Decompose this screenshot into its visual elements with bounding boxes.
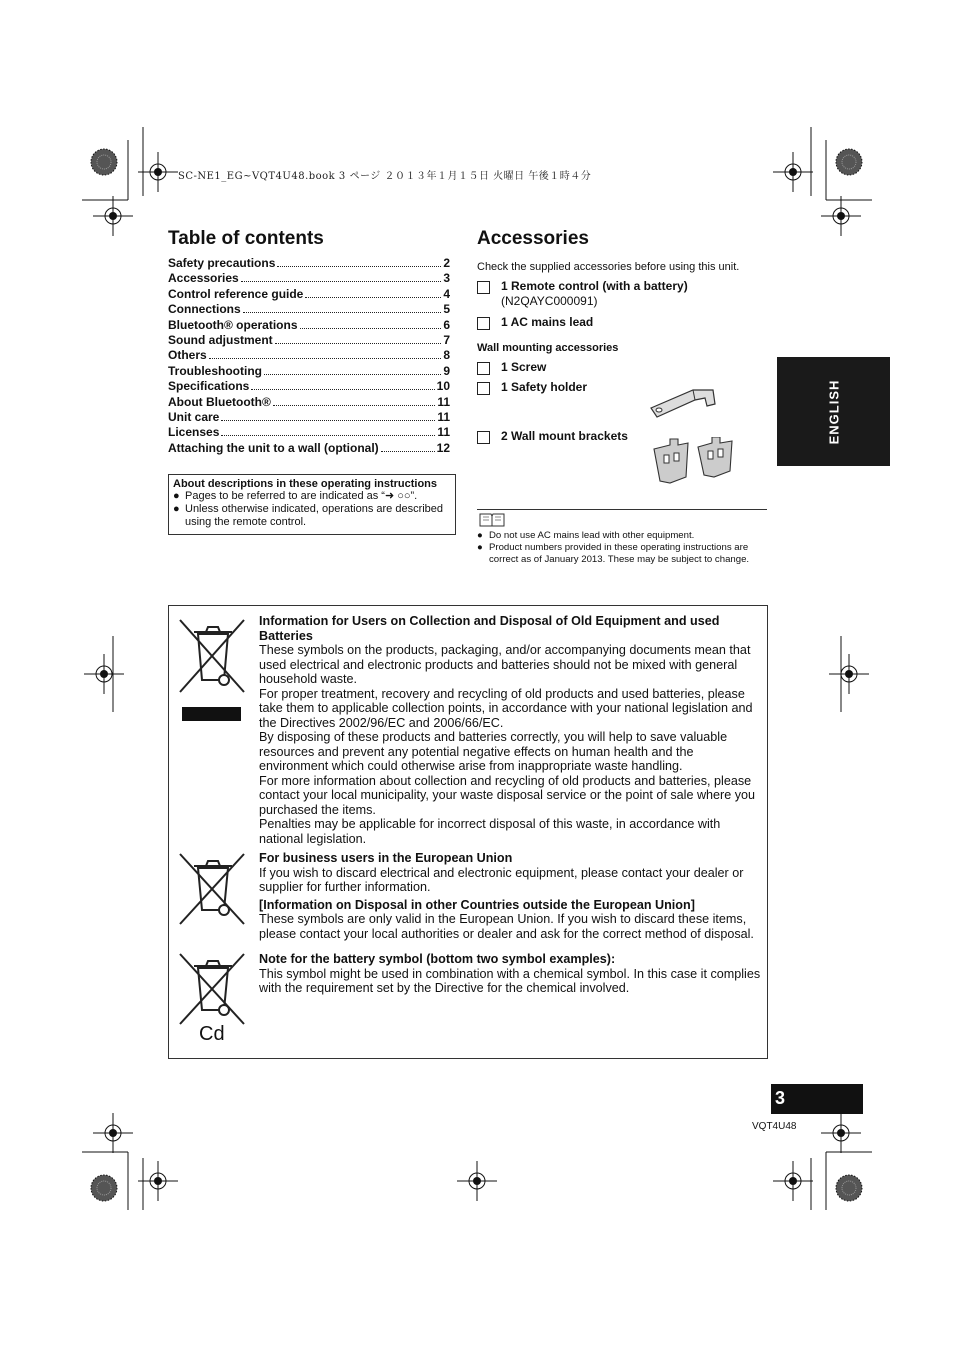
note-item: ● Unless otherwise indicated, operations are described using the remote control. bbox=[173, 503, 444, 528]
toc-title: Table of contents bbox=[168, 228, 324, 249]
crossed-bin-icon bbox=[178, 952, 246, 1026]
disposal-paragraph: For more information about collection and recycling of old products and batteries, please contact your local municipality, your waste disposal service or the point of sale where you purchased the items. bbox=[259, 773, 756, 817]
toc-entry[interactable]: Licenses 11 bbox=[168, 425, 450, 440]
note-item: ● Pages to be referred to are indicated as “➜ ○○”. bbox=[173, 490, 418, 502]
toc-entry[interactable]: Connections 5 bbox=[168, 302, 450, 317]
toc-entry[interactable]: Bluetooth® operations 6 bbox=[168, 317, 450, 332]
note-book-icon bbox=[479, 513, 505, 527]
remote-part-number: (N2QAYC000091) bbox=[501, 294, 598, 308]
checkbox-icon[interactable] bbox=[477, 281, 490, 294]
outside-eu-heading: [Information on Disposal in other Countries outside the European Union] bbox=[259, 897, 695, 912]
wall-bracket-icon bbox=[650, 437, 740, 487]
accessory-ac-lead: 1 AC mains lead bbox=[477, 315, 593, 330]
toc-entry[interactable]: Accessories 3 bbox=[168, 271, 450, 286]
note-item: ● Product numbers provided in these operating instructions are correct as of January 2013. These may be subject to change. bbox=[477, 542, 750, 565]
descriptions-note-box bbox=[168, 474, 456, 535]
toc-entry[interactable]: Specifications 10 bbox=[168, 379, 450, 394]
accessories-title: Accessories bbox=[477, 228, 589, 249]
battery-paragraph: This symbol might be used in combination with a chemical symbol. In this case it complies with the requirement set by the Directive for the chemical involved. bbox=[259, 966, 761, 995]
toc-entry[interactable]: Others 8 bbox=[168, 348, 450, 363]
toc-list bbox=[168, 256, 450, 456]
note-item: ● Do not use AC mains lead with other equipment. bbox=[477, 530, 695, 541]
business-paragraph: If you wish to discard electrical and electronic equipment, please contact your dealer or supplier for further information. bbox=[259, 865, 744, 894]
disposal-paragraph: These symbols on the products, packaging, and/or accompanying documents mean that used electrical and electronic products and batteries should not be mixed with general household waste. bbox=[259, 643, 751, 686]
note-title: About descriptions in these operating instructions bbox=[173, 478, 438, 490]
accessories-intro: Check the supplied accessories before using this unit. bbox=[477, 261, 740, 273]
accessories-notes bbox=[477, 530, 769, 566]
business-users-text bbox=[259, 851, 761, 941]
page-number-tab: 3 bbox=[771, 1084, 863, 1114]
crossed-bin-icon bbox=[178, 618, 246, 696]
disposal-heading: Information for Users on Collection and Disposal of Old Equipment and used Batteries bbox=[259, 614, 720, 643]
business-heading: For business users in the European Union bbox=[259, 851, 513, 865]
accessory-remote-control: 1 Remote control (with a battery) (N2QAYC000091) bbox=[477, 279, 688, 309]
chemical-symbol: Cd bbox=[199, 1023, 225, 1045]
outside-eu-paragraph: These symbols are only valid in the European Union. If you wish to discard these items, please contact your local authorities or dealer and ask for the correct method of disposal. bbox=[259, 912, 754, 941]
printer-header: SC-NE1_EG~VQT4U48.book 3 ページ ２０１３年１月１５日 火曜日 午後１時４分 bbox=[178, 171, 592, 182]
accessory-safety-holder: 1 Safety holder bbox=[477, 380, 587, 395]
toc-entry[interactable]: Unit care 11 bbox=[168, 409, 450, 424]
checkbox-icon[interactable] bbox=[477, 382, 490, 395]
disposal-info-text bbox=[259, 614, 761, 846]
accessories-divider bbox=[477, 509, 767, 510]
battery-symbol-text bbox=[259, 952, 761, 996]
toc-entry[interactable]: Safety precautions 2 bbox=[168, 256, 450, 270]
accessory-wall-brackets: 2 Wall mount brackets bbox=[477, 429, 628, 444]
checkbox-icon[interactable] bbox=[477, 362, 490, 375]
toc-entry[interactable]: Attaching the unit to a wall (optional) 12 bbox=[168, 440, 450, 455]
wall-mount-heading: Wall mounting accessories bbox=[477, 342, 619, 354]
battery-heading: Note for the battery symbol (bottom two symbol examples): bbox=[259, 952, 616, 966]
disposal-paragraph: Penalties may be applicable for incorrect disposal of this waste, in accordance with national legislation. bbox=[259, 817, 721, 846]
safety-holder-icon bbox=[647, 384, 719, 420]
language-tab: ENGLISH bbox=[777, 357, 890, 466]
toc-entry[interactable]: Sound adjustment 7 bbox=[168, 332, 450, 347]
crossed-bin-icon bbox=[178, 852, 246, 926]
checkbox-icon[interactable] bbox=[477, 431, 490, 444]
accessory-screw: 1 Screw bbox=[477, 360, 546, 375]
toc-entry[interactable]: Troubleshooting 9 bbox=[168, 363, 450, 378]
disposal-paragraph: For proper treatment, recovery and recycling of old products and used batteries, please take them to applicable collection points, in accordance with your national legislation and the Directives 2002/96/EC and 2006/66/EC. bbox=[259, 686, 753, 730]
checkbox-icon[interactable] bbox=[477, 317, 490, 330]
bin-underline-bar bbox=[182, 707, 241, 721]
toc-entry[interactable]: About Bluetooth® 11 bbox=[168, 394, 450, 409]
disposal-paragraph: By disposing of these products and batteries correctly, you will help to save valuable resources and prevent any potential negative effects on human health and the environment which could otherwise arise from inappropriate waste handling. bbox=[259, 730, 728, 773]
document-code: VQT4U48 bbox=[752, 1121, 797, 1132]
toc-entry[interactable]: Control reference guide 4 bbox=[168, 286, 450, 301]
